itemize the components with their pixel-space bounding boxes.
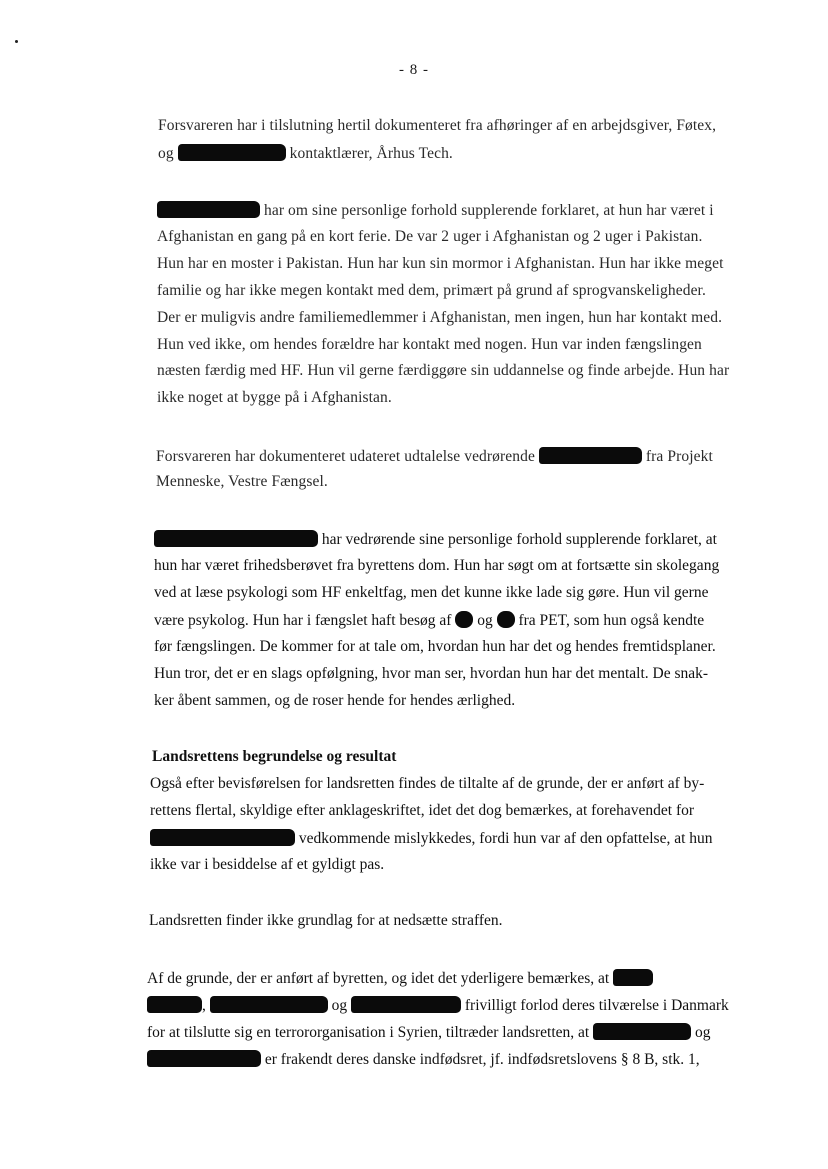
text-line: rettens flertal, skyldige efter anklageskriftet, idet det dog bemærkes, at forehavendet for xyxy=(150,802,695,819)
redaction-bar xyxy=(210,996,328,1013)
text-line: og kontaktlærer, Århus Tech. xyxy=(158,145,453,162)
text-line: ikke noget at bygge på i Afghanistan. xyxy=(157,389,392,406)
text-line: vedkommende mislykkedes, fordi hun var af den opfattelse, at hun xyxy=(150,829,713,848)
text-line: ikke var i besiddelse af et gyldigt pas. xyxy=(150,856,385,873)
redaction-bar xyxy=(455,611,473,628)
text-line: Menneske, Vestre Fængsel. xyxy=(156,473,328,490)
redaction-bar xyxy=(154,530,318,547)
redaction-bar xyxy=(613,969,653,986)
text-line: ker åbent sammen, og de roser hende for hendes ærlighed. xyxy=(154,692,516,709)
text-line: familie og har ikke megen kontakt med dem, primært på grund af sprogvanskeligheder. xyxy=(157,282,706,299)
redaction-bar xyxy=(157,201,260,218)
text-line: Forsvareren har dokumenteret udateret udtalelse vedrørende fra Projekt xyxy=(156,448,713,465)
text-line: Der er muligvis andre familiemedlemmer i Afghanistan, men ingen, hun har kontakt med. xyxy=(157,309,723,326)
text-line: Også efter bevisførelsen for landsretten findes de tiltalte af de grunde, der er anført af by- xyxy=(150,775,705,792)
redaction-bar xyxy=(147,1050,261,1067)
text-line: er frakendt deres danske indfødsret, jf. indfødsretslovens § 8 B, stk. 1, xyxy=(147,1050,700,1069)
text-line: for at tilslutte sig en terrororganisation i Syrien, tiltræder landsretten, at og xyxy=(147,1024,711,1041)
redaction-bar xyxy=(497,611,515,628)
scan-speck xyxy=(15,40,18,43)
text-line: har vedrørende sine personlige forhold supplerende forklaret, at xyxy=(154,530,717,549)
redaction-bar xyxy=(178,144,286,161)
page-number: - 8 - xyxy=(399,62,429,78)
redaction-bar xyxy=(150,829,295,846)
text-line: har om sine personlige forhold supplerende forklaret, at hun har været i xyxy=(157,201,714,220)
text-line: Forsvareren har i tilslutning hertil dokumenteret fra afhøringer af en arbejdsgiver, Føtex, xyxy=(158,117,717,134)
section-heading: Landsrettens begrundelse og resultat xyxy=(152,748,397,765)
text-line: Landsretten finder ikke grundlag for at nedsætte straffen. xyxy=(149,912,503,929)
text-line: , og frivilligt forlod deres tilværelse i Danmark xyxy=(147,996,729,1015)
redaction-bar xyxy=(147,996,202,1013)
text-line: før fængslingen. De kommer for at tale om, hvordan hun har det og hendes fremtidsplaner. xyxy=(154,638,716,655)
text-line: ved at læse psykologi som HF enkeltfag, men det kunne ikke lade sig gøre. Hun vil gerne xyxy=(154,584,709,601)
text-line: hun har været frihedsberøvet fra byrettens dom. Hun har søgt om at fortsætte sin skolegang xyxy=(154,557,720,574)
redaction-bar xyxy=(351,996,461,1013)
text-line: næsten færdig med HF. Hun vil gerne færdiggøre sin uddannelse og finde arbejde. Hun har xyxy=(157,362,730,379)
text-line: Hun tror, det er en slags opfølgning, hvor man ser, hvordan hun har det mentalt. De snak- xyxy=(154,665,709,682)
text-line: Hun ved ikke, om hendes forældre har kontakt med nogen. Hun var inden fængslingen xyxy=(157,336,702,353)
redaction-bar xyxy=(593,1023,691,1040)
text-line: Hun har en moster i Pakistan. Hun har kun sin mormor i Afghanistan. Hun har ikke meget xyxy=(157,255,724,272)
text-line: Afghanistan en gang på en kort ferie. De var 2 uger i Afghanistan og 2 uger i Pakistan. xyxy=(157,228,703,245)
text-line: være psykolog. Hun har i fængslet haft besøg af og fra PET, som hun også kendte xyxy=(154,612,705,629)
text-line: Af de grunde, der er anført af byretten, og idet det yderligere bemærkes, at xyxy=(147,969,653,988)
redaction-bar xyxy=(539,447,642,464)
